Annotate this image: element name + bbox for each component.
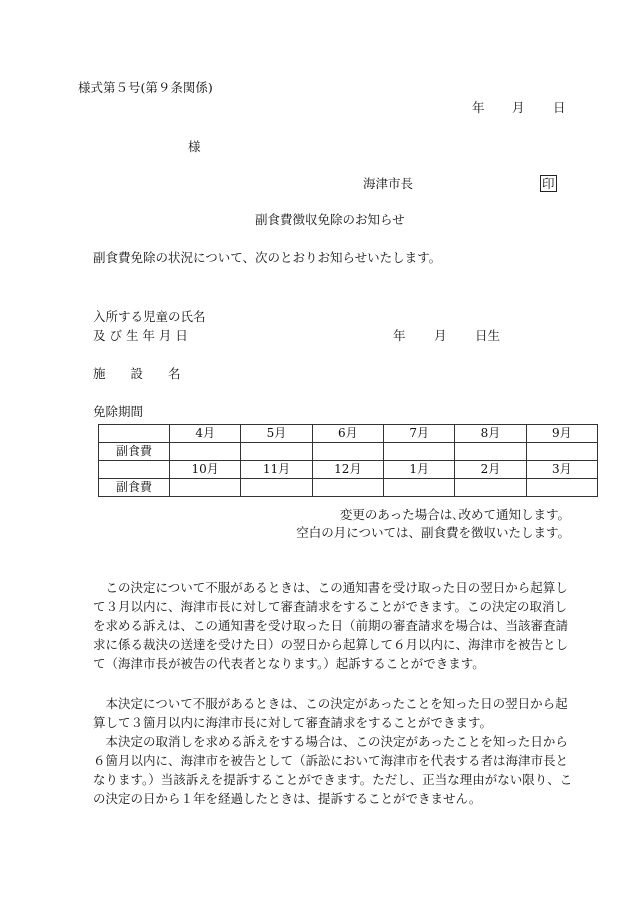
month-cell: 3月 [526,461,597,479]
month-cell: 9月 [526,425,597,443]
month-cell: 10月 [170,461,241,479]
fee-cell [312,479,383,497]
table-cell-blank [99,461,170,479]
row-label-fee: 副食費 [99,479,170,497]
issuer-name: 海津市長 [363,176,414,191]
fee-cell [526,479,597,497]
month-cell: 6月 [312,425,383,443]
fee-cell [455,443,526,461]
date-day: 日 [553,100,566,115]
fee-cell [383,443,454,461]
row-label-fee: 副食費 [99,443,170,461]
table-row [99,425,598,443]
document-title: 副食費徴収免除のお知らせ [255,212,405,227]
child-birth-label: 及 び 生 年 月 日 [93,328,188,343]
date-year: 年 [472,100,485,115]
period-label: 免除期間 [93,404,144,419]
seal-mark [540,176,557,192]
month-cell: 2月 [455,461,526,479]
table-row [99,443,598,461]
fee-cell [312,443,383,461]
month-cell: 11月 [241,461,312,479]
child-name-label: 入所する児童の氏名 [93,309,206,324]
intro-text: 副食費免除の状況について、次のとおりお知らせいたします。 [93,250,442,265]
table-cell-blank [99,425,170,443]
fee-cell [170,443,241,461]
month-cell: 5月 [241,425,312,443]
birth-day: 日生 [475,328,501,343]
table-row [99,461,598,479]
paragraph-review: 本決定について不服があるときは、この決定があったことを知った日の翌日から起算して３箇月以内に海津市長に対して審査請求をすることができます。 [93,696,568,730]
birth-month: 月 [434,328,447,343]
month-cell: 12月 [312,461,383,479]
note-change: 変更のあった場合は､改めて通知します。 [339,507,570,522]
paragraph-lawsuit: 本決定の取消しを求める訴えをする場合は、この決定があったことを知った日から６箇月以内に、海津市を被告として（訴訟において海津市を代表する者は海津市長となります。）当該訴えを提訴することができます。ただし、正当な理由がない限り、この決定の日から１年を経過したときは、提訴することができません。 [93,734,573,806]
fee-cell [241,479,312,497]
paragraph-appeal: この決定について不服があるときは、この通知書を受け取った日の翌日から起算して３月以内に、海津市長に対して審査請求をすることができます。この決定の取消しを求める訴えは、この通知書を受け取った日（前期の審査請求を場合は、当該審査請求に係る裁決の送達を受けた日）の翌日から起算して６月以内に、海津市を被告として（海津市長が被告の代表者となります。）起訴することができます。 [93,580,569,671]
month-cell: 7月 [383,425,454,443]
seal-box: 印 [542,176,555,191]
fee-cell [455,479,526,497]
birth-year: 年 [393,328,406,343]
date-month: 月 [512,100,525,115]
month-cell: 4月 [170,425,241,443]
fee-cell [170,479,241,497]
month-cell: 1月 [383,461,454,479]
table-row [99,479,598,497]
month-cell: 8月 [455,425,526,443]
fee-cell [526,443,597,461]
form-number: 様式第５号(第９条関係) [78,80,213,95]
facility-label: 施 設 名 [93,366,181,381]
fee-cell [241,443,312,461]
recipient-suffix: 様 [188,139,201,154]
exemption-table [98,424,598,497]
note-blank-months: 空白の月については、副食費を徴収いたします。 [296,525,570,540]
fee-cell [383,479,454,497]
